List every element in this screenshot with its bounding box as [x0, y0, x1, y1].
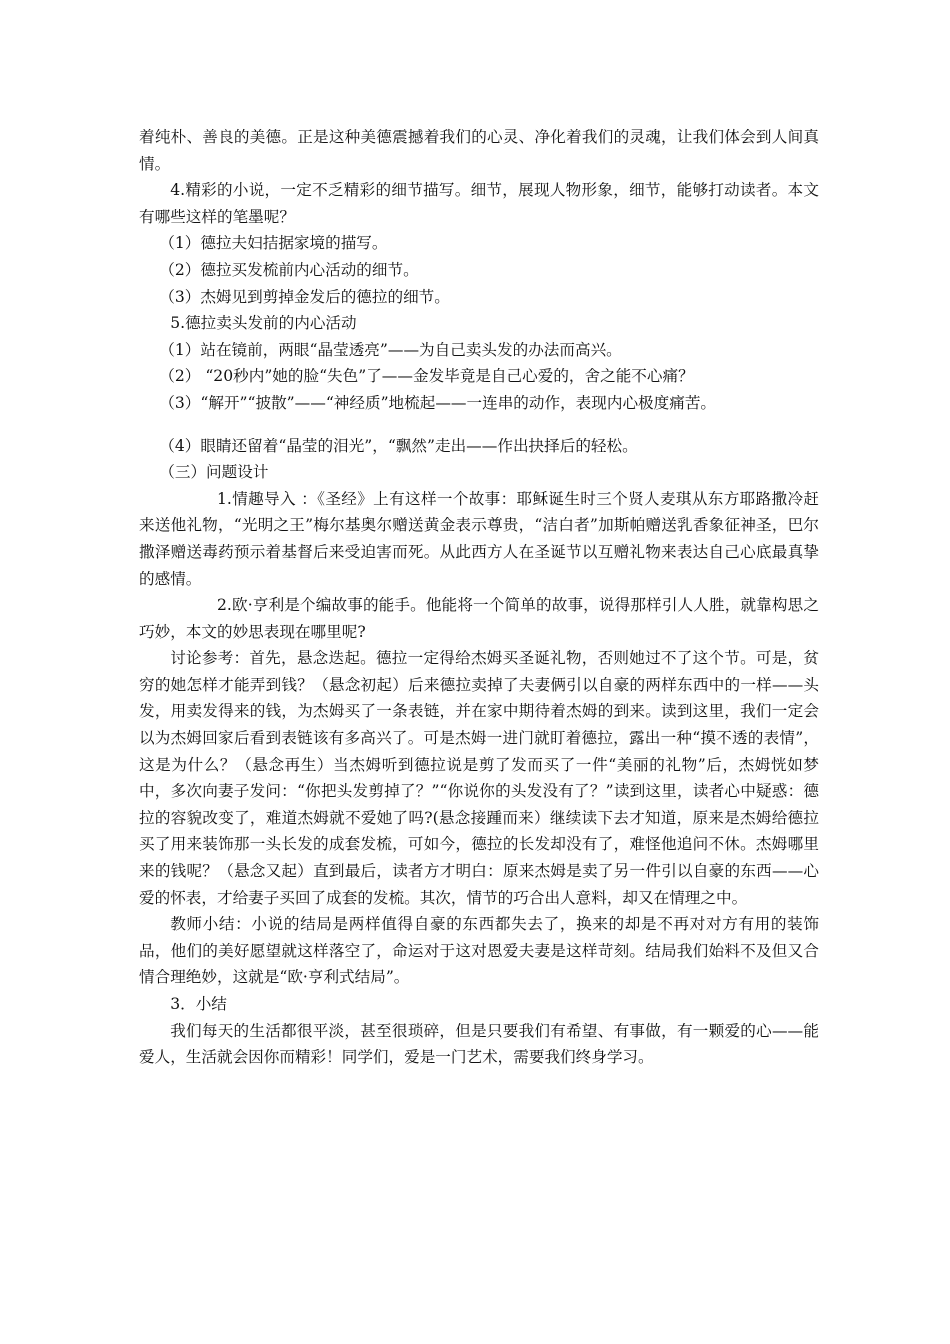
blank-line [139, 417, 819, 433]
section-heading-inner-activity: 5.德拉卖头发前的内心活动 [170, 314, 357, 333]
paragraph-ohenry-question: 2.欧·亨利是个编故事的能手。他能将一个简单的故事，说得那样引人人胜，就靠构思之巧妙，本文的妙思表现在哪里呢? [139, 596, 819, 641]
paragraph-discussion: 讨论参考：首先，悬念迭起。德拉一定得给杰姆买圣诞礼物，否则她过不了这个节。可是，贫穷的她怎样才能弄到钱？（悬念初起）后来德拉卖掉了夫妻俩引以自豪的两样东西中的一样——头发，用卖发得来的钱，为杰姆买了一条表链，并在家中期待着杰姆的到来。读到这里，我们一定会以为杰姆回家后看到表链该有多高兴了。可是杰姆一进门就盯着德拉，露出一种“摸不透的表情”，这是为什么？（悬念再生）当杰姆听到德拉说是剪了发而买了一件“美丽的礼物”后，杰姆恍如梦中，多次向妻子发问：“你把头发剪掉了？”“你说你的头发没有了？”读到这里，读者心中疑惑：德拉的容貌改变了，难道杰姆就不爱她了吗?(悬念接踵而来）继续读下去才知道，原来是杰姆给德拉买了用来装饰那一头长发的成套发梳，可如今，德拉的长发却没有了，难怪他追问不休。杰姆哪里来的钱呢？（悬念又起）直到最后，读者方才明白：原来杰姆是卖了另一件引以自豪的东西——心爱的怀表，才给妻子买回了成套的发梳。其次，情节的巧合出人意料，却又在情理之中。 [139, 649, 819, 907]
list-item-activity-1: （1）站在镜前，两眼“晶莹透亮”——为自己卖头发的办法而高兴。 [159, 340, 622, 359]
paragraph-teacher-summary: 教师小结：小说的结局是两样值得自豪的东西都失去了，换来的却是不再对对方有用的装饰品，他们的美好愿望就这样落空了，命运对于这对恩爱夫妻是这样苛刻。结局我们始料不及但又合情合理绝妙，这就是“欧·亨利式结局”。 [139, 915, 819, 987]
section-heading-summary: 3．小结 [170, 995, 227, 1013]
paragraph-closing: 我们每天的生活都很平淡，甚至很琐碎，但是只要我们有希望、有事做，有一颗爱的心——能爱人，生活就会因你而精彩！同学们，爱是一门艺术，需要我们终身学习。 [139, 1021, 819, 1067]
list-item-activity-4: （4）眼睛还留着“晶莹的泪光”，“飘然”走出——作出抉择后的轻松。 [159, 436, 638, 455]
paragraph-virtue: 着纯朴、善良的美德。正是这种美德震撼着我们的心灵、净化着我们的灵魂，让我们体会到人间真情。 [139, 128, 819, 173]
list-item-activity-2: （2） “20秒内”她的脸“失色”了——金发毕竟是自己心爱的，舍之能不心痛？ [159, 367, 694, 386]
section-heading-question-design: （三）问题设计 [159, 463, 269, 482]
list-item-detail-3: （3）杰姆见到剪掉金发后的德拉的细节。 [159, 287, 450, 306]
list-item-detail-1: （1）德拉夫妇拮据家境的描写。 [159, 234, 388, 253]
paragraph-bible-intro: 1.情趣导入 ：《圣经》上有这样一个故事：耶稣诞生时三个贤人麦琪从东方耶路撒冷赶来送他礼物，“光明之王”梅尔基奥尔赠送黄金表示尊贵，“洁白者”加斯帕赠送乳香象征神圣，巴尔撒泽赠送毒药预示着基督后来受迫害而死。从此西方人在圣诞节以互赠礼物来表达自己心底最真挚的感情。 [139, 489, 819, 588]
paragraph-detail-question: 4.精彩的小说，一定不乏精彩的细节描写。细节，展现人物形象，细节，能够打动读者。本文有哪些这样的笔墨呢？ [139, 181, 819, 226]
document-body [139, 124, 819, 1071]
list-item-detail-2: （2）德拉买发梳前内心活动的细节。 [159, 260, 419, 279]
list-item-activity-3: （3）“解开”“披散”——“神经质”地梳起——一连串的动作，表现内心极度痛苦。 [159, 393, 717, 412]
